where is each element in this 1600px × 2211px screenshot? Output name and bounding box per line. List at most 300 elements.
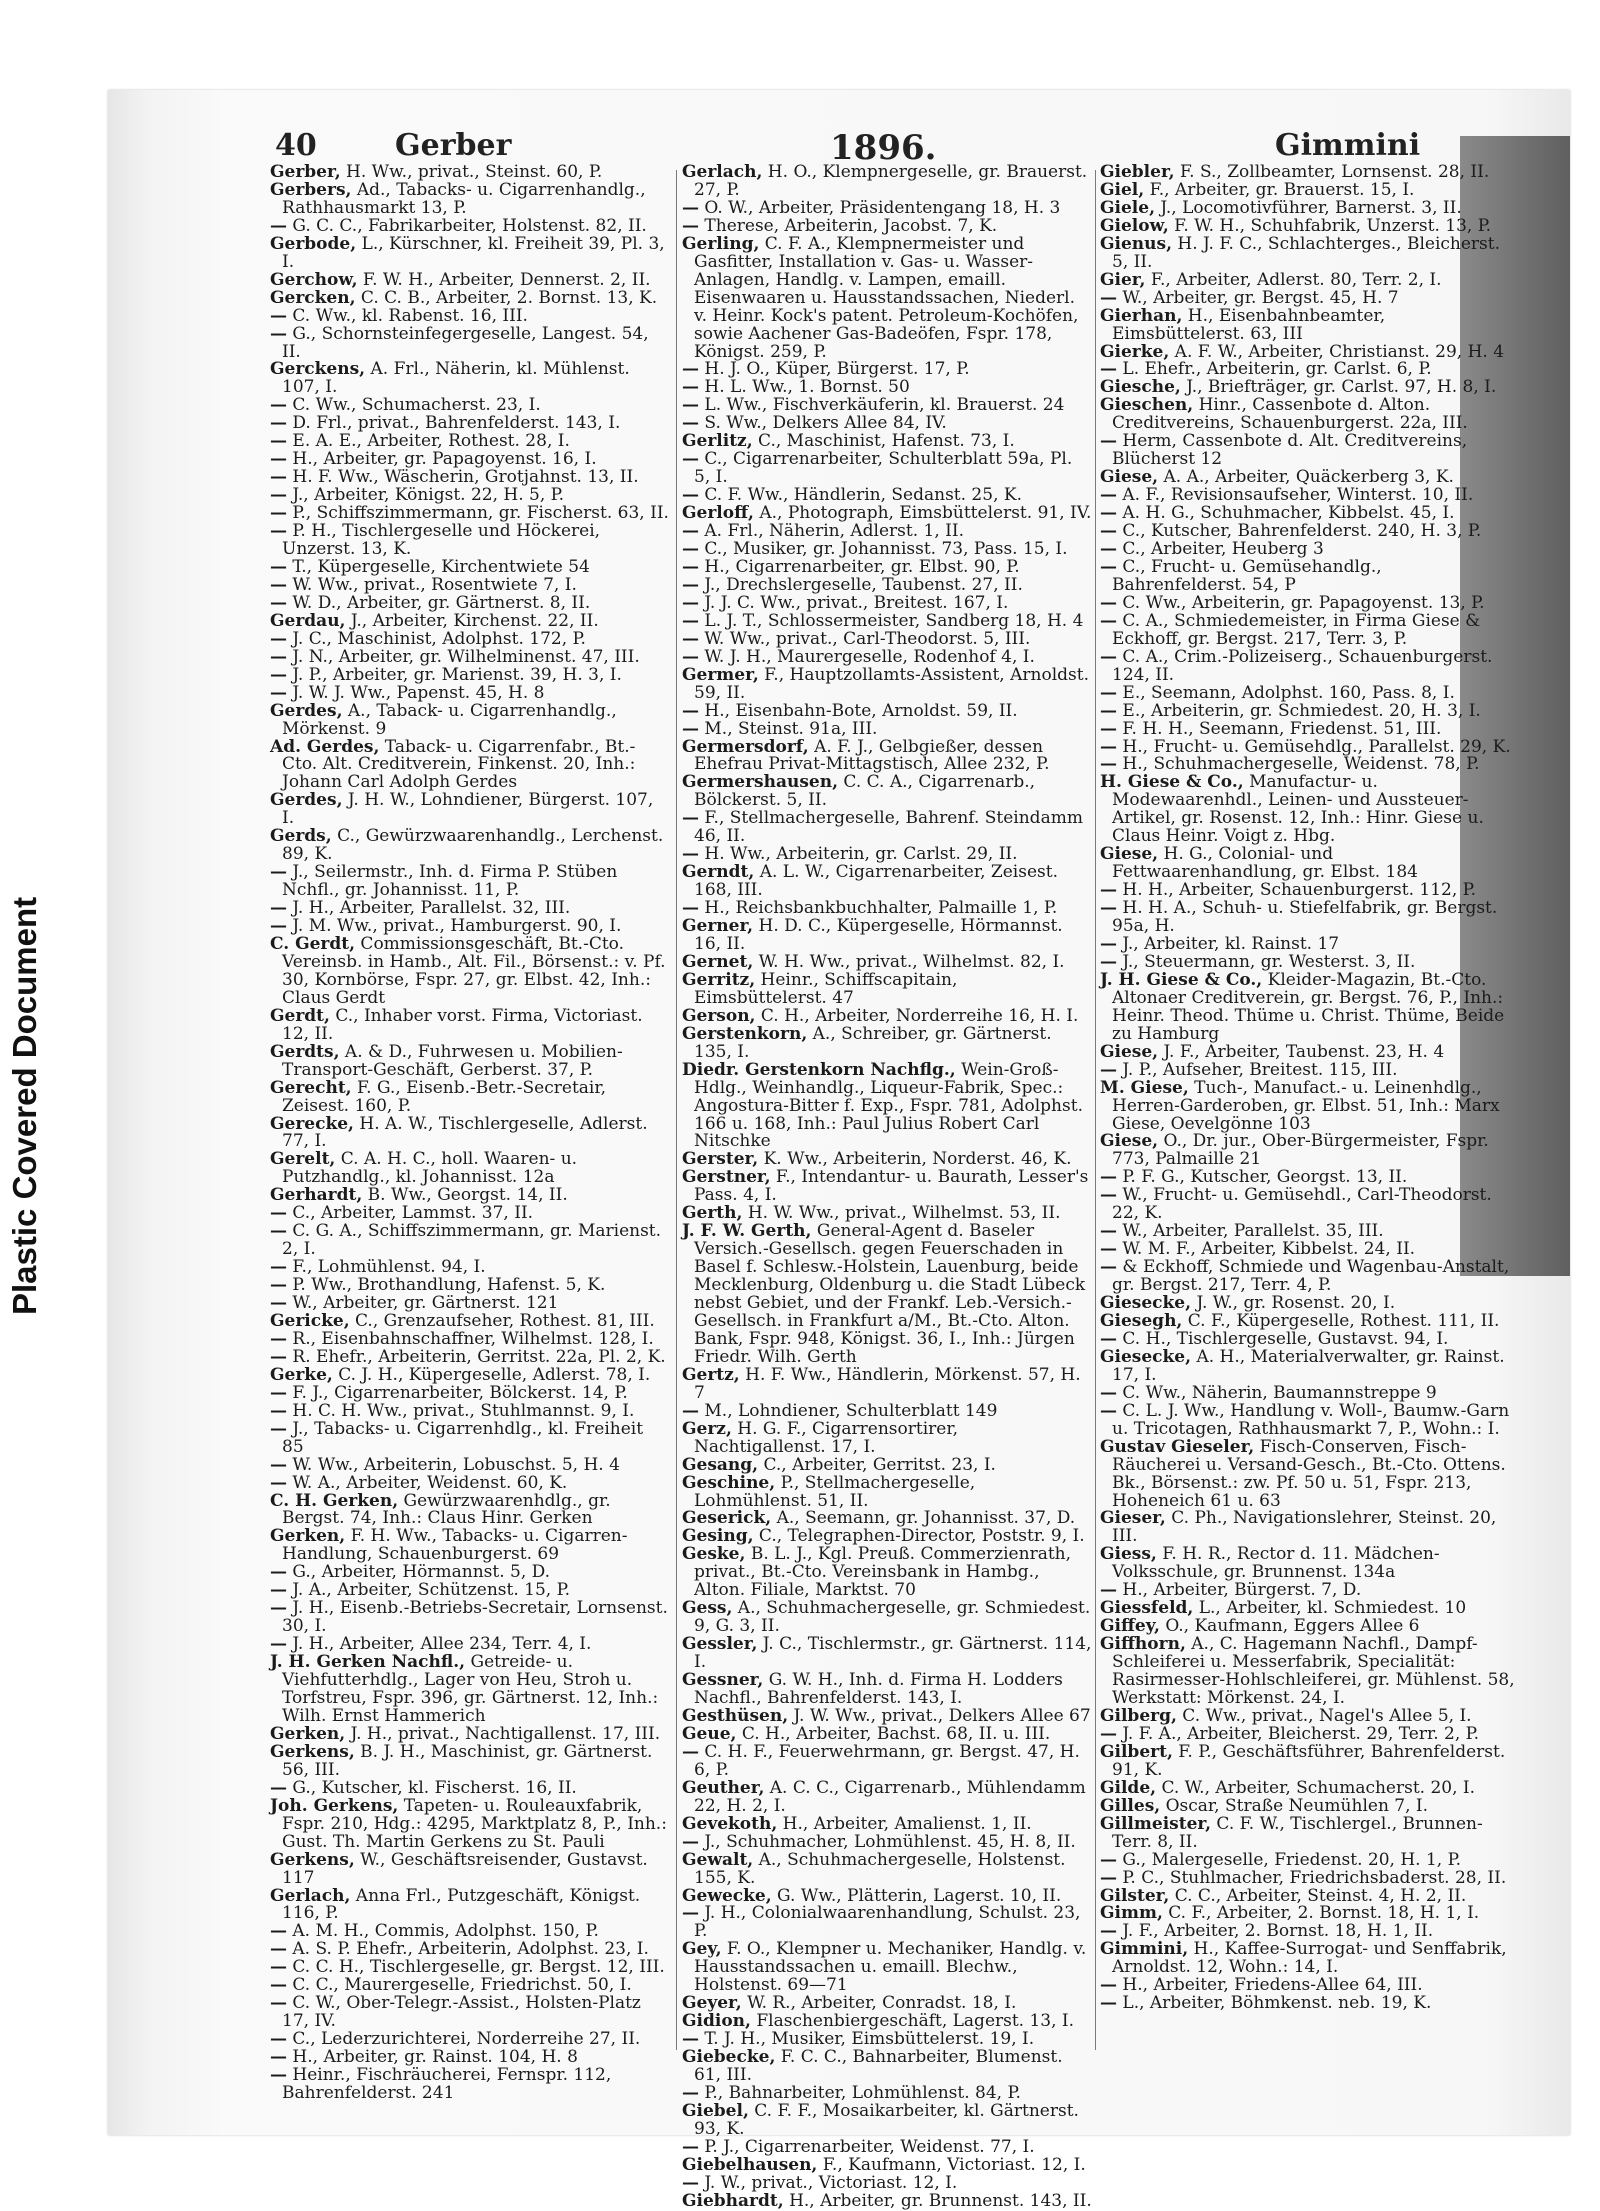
directory-entry (1100, 846, 1520, 882)
entry-details: P. F. G., Kutscher, Georgst. 13, II. (1117, 1167, 1408, 1188)
entry-name: Geue, (682, 1723, 737, 1744)
entry-name: C. Gerdt, (270, 933, 356, 954)
entry-name: Gewecke, (682, 1885, 772, 1906)
entry-name: Gerloff, (682, 503, 754, 524)
entry-details: W. R., Arbeiter, Conradst. 18, I. (741, 1993, 1017, 2014)
entry-details: L. Ww., Fischverkäuferin, kl. Brauerst. 24 (699, 395, 1065, 416)
directory-entry (1100, 1259, 1520, 1295)
entry-name: — (270, 395, 287, 416)
entry-details: H., Arbeiter, Amalienst. 1, II. (777, 1813, 1032, 1834)
entry-name: Germersdorf, (682, 736, 809, 757)
entry-details: B. J. H., Maschinist, gr. Gärtnerst. 56, III. (282, 1741, 653, 1780)
entry-name: — (1100, 682, 1117, 703)
entry-details: W. Ww., Arbeiterin, Lobuschst. 5, H. 4 (287, 1454, 620, 1475)
entry-details: J., Locomotivführer, Barnerst. 3, II. (1154, 197, 1462, 218)
directory-entry (682, 1849, 1092, 1888)
entry-name: Gierke, (1100, 341, 1170, 362)
entry-name: — (1100, 539, 1117, 560)
entry-details: P. H., Tischlergeselle und Höckerei, Unzerst. 13, K. (282, 521, 601, 560)
entry-details: J. H. W., Lohndiener, Bürgerst. 107, I. (282, 790, 654, 829)
entry-name: — (1100, 646, 1117, 667)
entry-name: — (270, 898, 287, 919)
directory-entry (682, 1941, 1092, 1995)
entry-details: H. L. Ww., 1. Bornst. 50 (699, 377, 910, 398)
entry-name: — (1100, 1849, 1117, 1870)
entry-details: F. H. H., Seemann, Friedenst. 51, III. (1117, 718, 1442, 739)
entry-details: F. W. H., Schuhfabrik, Unzerst. 13, P. (1168, 215, 1492, 236)
directory-entry (270, 933, 670, 1008)
entry-name: Giebelhausen, (682, 2154, 818, 2175)
entry-details: L., Arbeiter, kl. Schmiedest. 10 (1193, 1598, 1467, 1619)
entry-name: — (270, 1562, 287, 1583)
directory-entry (270, 323, 670, 362)
directory-entry (270, 1849, 670, 1888)
entry-details: H. O., Klempnergeselle, gr. Brauerst. 27, P. (694, 162, 1088, 200)
entry-name: — (682, 2082, 699, 2103)
entry-details: T., Küpergeselle, Kirchentwiete 54 (287, 556, 590, 577)
directory-entry (270, 1885, 670, 1924)
entry-details: A. F. J., Gelbgießer, dessen Ehefrau Privat-Mittagstisch, Allee 232, P. (694, 736, 1050, 775)
entry-details: H., Arbeiter, Bürgerst. 7, D. (1117, 1580, 1362, 1601)
entry-details: F. H. Ww., Tabacks- u. Cigarren-Handlung, Schauenburgerst. 69 (282, 1526, 628, 1565)
entry-name: — (682, 808, 699, 829)
entry-details: J. H., Arbeiter, Allee 234, Terr. 4, I. (287, 1634, 592, 1655)
entry-details: J., Tabacks- u. Cigarrenhdlg., kl. Freiheit 85 (282, 1418, 644, 1457)
entry-details: C. H., Arbeiter, Norderreihe 16, H. I. (755, 1005, 1079, 1026)
side-label: Plastic Covered Document (6, 896, 43, 1315)
entry-details: F., Hauptzollamts-Assistent, Arnoldst. 59, II. (694, 664, 1089, 703)
entry-details: C. Ww., privat., Nagel's Allee 5, I. (1176, 1705, 1472, 1726)
entry-name: — (1100, 521, 1117, 542)
entry-name: — (270, 1598, 287, 1619)
entry-details: Gewürzwaarenhdlg., gr. Bergst. 74, Inh.: Claus Hinr. Gerken (282, 1490, 611, 1529)
entry-name: — (270, 1293, 287, 1314)
entry-name: — (682, 574, 699, 595)
entry-details: K. Ww., Arbeiterin, Norderst. 46, K. (758, 1149, 1072, 1170)
entry-details: Heinr., Fischräucherei, Fernspr. 112, Bahrenfelderst. 241 (282, 2065, 612, 2103)
directory-entry (682, 2049, 1092, 2085)
entry-name: Geserick, (682, 1508, 772, 1529)
directory-entry (270, 864, 670, 900)
entry-name: — (682, 1831, 699, 1852)
entry-details: J. M. Ww., privat., Hamburgerst. 90, I. (287, 916, 622, 937)
entry-name: Gessner, (682, 1670, 764, 1691)
entry-name: — (270, 1454, 287, 1475)
entry-details: C., Cigarrenarbeiter, Schulterblatt 59a, Pl. 5, I. (694, 449, 1073, 488)
entry-details: W. M. F., Arbeiter, Kibbelst. 24, II. (1117, 1239, 1416, 1260)
entry-details: C. Ww., Schumacherst. 23, I. (287, 395, 541, 416)
directory-entry (1100, 1436, 1520, 1511)
entry-details: C. Ph., Navigationslehrer, Steinst. 20, III. (1112, 1508, 1497, 1547)
entry-details: T. J. H., Musiker, Eimsbüttelerst. 19, I. (699, 2029, 1035, 2050)
entry-details: J. P., Aufseher, Breitest. 115, III. (1117, 1059, 1398, 1080)
entry-details: Kleider-Magazin, Bt.-Cto. Altonaer Creditverein, gr. Bergst. 76, P., Inh.: Heinr. Theod. Thüme u. Christ. Thüme, Beide zu Hamburg (1112, 969, 1505, 1044)
entry-name: — (270, 485, 287, 506)
entry-details: F., Intendantur- u. Baurath, Lesser's Pass. 4, I. (694, 1167, 1089, 1206)
entry-name: — (270, 664, 287, 685)
entry-details: C. F. F., Mosaikarbeiter, kl. Gärtnerst. 93, K. (694, 2100, 1079, 2139)
entry-details: F. C. C., Bahnarbeiter, Blumenst. 61, III. (694, 2047, 1063, 2086)
entry-name: Gierhan, (1100, 305, 1183, 326)
entry-name: — (1100, 951, 1117, 972)
entry-details: G. Ww., Plätterin, Lagerst. 10, II. (771, 1885, 1062, 1906)
entry-details: C., Maschinist, Hafenst. 73, I. (752, 431, 1015, 452)
directory-entry (682, 1169, 1092, 1205)
entry-details: P., Stellmachergeselle, Lohmühlenst. 51, II. (694, 1472, 976, 1511)
entry-details: L., Kürschner, kl. Freiheit 39, Pl. 3, I. (282, 233, 665, 272)
entry-details: W. Ww., privat., Carl-Theodorst. 5, III. (699, 628, 1031, 649)
entry-details: O., Dr. jur., Ober-Bürgermeister, Fspr. 773, Palmaille 21 (1112, 1131, 1489, 1170)
entry-details: Wein-Groß-Hdlg., Weinhandlg., Liqueur-Fabrik, Spec.: Angostura-Bitter f. Exp., Fspr. 781, Adolphst. 166 u. 168, Inh.: Paul Julius Robert Carl Nitschke (694, 1059, 1083, 1152)
entry-name: Gerbode, (270, 233, 357, 254)
entry-details: F. J., Cigarrenarbeiter, Bölckerst. 14, P. (287, 1382, 628, 1403)
entry-details: Herm, Cassenbote d. Alt. Creditvereins, Blücherst 12 (1112, 431, 1468, 470)
entry-name: Gerritz, (682, 969, 756, 990)
entry-details: J. H., privat., Nachtigallenst. 17, III. (345, 1723, 661, 1744)
entry-name: — (270, 1257, 287, 1278)
entry-details: Taback- u. Cigarrenfabr., Bt.-Cto. Alt. Creditverein, Finkenst. 20, Inh.: Johann Carl Adolph Gerdes (282, 736, 636, 793)
entry-name: Gerkens, (270, 1741, 355, 1762)
entry-name: — (682, 898, 699, 919)
entry-details: H. W. Ww., privat., Wilhelmst. 53, II. (742, 1203, 1061, 1224)
entry-details: H. H., Arbeiter, Schauenburgerst. 112, P. (1117, 880, 1477, 901)
entry-details: W. J. H., Maurergeselle, Rodenhof 4, I. (699, 646, 1035, 667)
entry-name: Giesche, (1100, 377, 1181, 398)
entry-name: Gewalt, (682, 1849, 754, 1870)
entry-details: C. G. A., Schiffszimmermann, gr. Marienst. 2, I. (282, 1221, 662, 1260)
directory-entry (682, 1418, 1092, 1457)
entry-name: Gieschen, (1100, 395, 1194, 416)
entry-details: G. C. C., Fabrikarbeiter, Holstenst. 82, II. (287, 215, 647, 236)
entry-name: Gerdau, (270, 610, 346, 631)
entry-name: — (270, 916, 287, 937)
entry-name: Germer, (682, 664, 759, 685)
entry-name: — (1100, 592, 1117, 613)
entry-details: F., Arbeiter, Adlerst. 80, Terr. 2, I. (1145, 269, 1442, 290)
entry-details: F. O., Klempner u. Mechaniker, Handlg. v. Hausstandssachen u. emaill. Blechw., Holstenst. 69—71 (694, 1939, 1087, 1996)
entry-details: G., Kutscher, kl. Fischerst. 16, II. (287, 1777, 577, 1798)
entry-details: Therese, Arbeiterin, Jacobst. 7, K. (699, 215, 998, 236)
entry-name: Gidion, (682, 2011, 751, 2032)
entry-name: — (682, 485, 699, 506)
directory-entry (1100, 1813, 1520, 1852)
entry-details: H. J. F. C., Schlachterges., Bleicherst. 5, II. (1112, 233, 1501, 272)
right-guide-word: Gimmini (1275, 128, 1421, 163)
entry-name: — (270, 323, 287, 344)
entry-details: G. W. H., Inh. d. Firma H. Lodders Nachfl., Bahrenfelderst. 143, I. (694, 1670, 1063, 1709)
entry-details: J. F. A., Arbeiter, Bleicherst. 29, Terr. 2, P. (1117, 1723, 1480, 1744)
entry-details: F. P., Geschäftsführer, Bahrenfelderst. 91, K. (1112, 1741, 1506, 1780)
entry-details: C. L. J. Ww., Handlung v. Woll-, Baumw.-Garn u. Tricotagen, Rathhausmarkt 7, P., Wohn.: I. (1112, 1400, 1510, 1439)
entry-name: — (270, 862, 287, 883)
entry-name: C. H. Gerken, (270, 1490, 399, 1511)
entry-name: — (270, 2065, 287, 2086)
entry-name: Gesang, (682, 1454, 759, 1475)
entry-details: Flaschenbiergeschäft, Lagerst. 13, I. (750, 2011, 1075, 2032)
entry-details: A. H. G., Schuhmacher, Kibbelst. 45, I. (1117, 503, 1455, 524)
entry-name: — (1100, 754, 1117, 775)
entry-name: Gimmini, (1100, 1939, 1189, 1960)
entry-name: — (1100, 880, 1117, 901)
directory-entry (270, 1041, 670, 1080)
entry-details: H. G., Colonial- und Fettwaarenhandlung, gr. Elbst. 184 (1112, 844, 1418, 883)
entry-details: A., Taback- u. Cigarrenhandlg., Mörkenst. 9 (282, 700, 617, 739)
directory-entry (1100, 900, 1520, 936)
directory-entry (682, 1223, 1092, 1367)
entry-name: Giel, (1100, 179, 1145, 200)
entry-name: — (682, 844, 699, 865)
entry-name: — (270, 1975, 287, 1996)
entry-details: C., Gewürzwaarenhandlg., Lerchenst. 89, K. (282, 826, 664, 865)
directory-entry (682, 1472, 1092, 1511)
entry-details: A. H., Materialverwalter, gr. Rainst. 17, I. (1112, 1346, 1505, 1385)
entry-name: Gerdts, (270, 1041, 340, 1062)
entry-details: H., Frucht- u. Gemüsehdlg., Parallelst. 29, K. (1117, 736, 1511, 757)
entry-name: Gerstenkorn, (682, 1023, 808, 1044)
entry-details: A., Schreiber, gr. Gärtnerst. 135, I. (694, 1023, 1052, 1062)
entry-details: C. W., Ober-Telegr.-Assist., Holsten-Platz 17, IV. (282, 1993, 641, 2032)
entry-details: J. H., Eisenb.-Betriebs-Secretair, Lornsenst. 30, I. (282, 1598, 668, 1637)
entry-details: A. L. W., Cigarrenarbeiter, Zeisest. 168, III. (694, 862, 1058, 901)
directory-entry (1100, 1077, 1520, 1134)
entry-name: Gerckens, (270, 359, 366, 380)
entry-name: Gilberg, (1100, 1705, 1177, 1726)
entry-name: Gerz, (682, 1418, 732, 1439)
entry-details: H., Arbeiter, Friedens-Allee 64, III. (1117, 1975, 1423, 1996)
entry-details: J. N., Arbeiter, gr. Wilhelminenst. 47, III. (287, 646, 640, 667)
entry-details: W. D., Arbeiter, gr. Gärtnerst. 8, II. (287, 592, 591, 613)
directory-entry (682, 969, 1092, 1008)
directory-entry (270, 1005, 670, 1044)
entry-name: — (1100, 898, 1117, 919)
entry-details: M., Steinst. 91a, III. (699, 718, 878, 739)
entry-details: E., Seemann, Adolphst. 160, Pass. 8, I. (1117, 682, 1455, 703)
entry-name: — (1100, 287, 1117, 308)
directory-entry (1100, 1546, 1520, 1582)
entry-details: H. C. H. Ww., privat., Stuhlmannst. 9, I. (287, 1400, 635, 1421)
entry-details: Ad., Tabacks- u. Cigarrenhandlg., Rathhausmarkt 13, P. (282, 179, 646, 218)
directory-entry (270, 828, 670, 864)
page-number: 40 (275, 128, 317, 163)
entry-details: H. J. O., Küper, Bürgerst. 17, P. (699, 359, 970, 380)
entry-details: C. H. F., Feuerwehrmann, gr. Bergst. 47, H. 6, P. (694, 1741, 1080, 1780)
entry-name: Joh. Gerkens, (270, 1795, 399, 1816)
entry-name: M. Giese, (1100, 1077, 1189, 1098)
entry-name: Gerds, (270, 826, 332, 847)
entry-name: Giessfeld, (1100, 1598, 1194, 1619)
entry-name: Gess, (682, 1598, 733, 1619)
entry-name: — (1100, 485, 1117, 506)
directory-entry (1100, 1510, 1520, 1546)
entry-name: Giffey, (1100, 1616, 1160, 1637)
entry-name: Gerndt, (682, 862, 755, 883)
entry-details: Heinr., Schiffscapitain, Eimsbüttelerst. 47 (694, 969, 958, 1008)
entry-details: J. W. Ww., privat., Delkers Allee 67 (788, 1705, 1091, 1726)
directory-entry (682, 1777, 1092, 1816)
entry-details: A., Schuhmachergeselle, Holstenst. 155, K. (694, 1849, 1066, 1888)
directory-entry (1100, 556, 1520, 595)
entry-details: A. Frl., Näherin, Adlerst. 1, II. (699, 521, 965, 542)
entry-name: Gericke, (270, 1311, 350, 1331)
entry-name: — (270, 1382, 287, 1403)
entry-details: C. H., Tischlergeselle, Gustavst. 94, I. (1117, 1328, 1449, 1349)
entry-details: J. H., Arbeiter, Parallelst. 32, III. (287, 898, 571, 919)
entry-details: H. Ww., privat., Steinst. 60, P. (340, 162, 603, 182)
directory-entry (682, 164, 1092, 200)
directory-entry (682, 1636, 1092, 1672)
entry-details: O. W., Arbeiter, Präsidentengang 18, H. 3 (699, 197, 1061, 218)
directory-entry (682, 918, 1092, 954)
directory-entry (270, 1151, 670, 1187)
directory-column-3 (1100, 164, 1520, 2064)
entry-name: — (270, 413, 287, 434)
entry-name: — (270, 305, 287, 326)
entry-details: R., Eisenbahnschaffner, Wilhelmst. 128, I. (287, 1328, 654, 1349)
entry-name: — (270, 2047, 287, 2068)
entry-name: Gienus, (1100, 233, 1173, 254)
entry-details: C. F. W., Tischlergel., Brunnen-Terr. 8, II. (1112, 1813, 1483, 1852)
directory-entry (1100, 1346, 1520, 1385)
entry-details: C., Inhaber vorst. Firma, Victoriast. 12, II. (282, 1005, 643, 1044)
entry-details: Hinr., Cassenbote d. Alton. Creditvereins, Schauenburgerst. 22a, III. (1112, 395, 1468, 434)
entry-name: — (1100, 359, 1117, 380)
directory-entry (1100, 1941, 1520, 1977)
directory-entry (682, 2100, 1092, 2139)
entry-name: Gerner, (682, 916, 754, 937)
directory-entry (1100, 1995, 1520, 2013)
entry-details: W., Arbeiter, gr. Bergst. 45, H. 7 (1117, 287, 1399, 308)
entry-details: H., Arbeiter, gr. Rainst. 104, H. 8 (287, 2047, 578, 2068)
entry-details: R. Ehefr., Arbeiterin, Gerritst. 22a, Pl. 2, K. (287, 1346, 666, 1367)
entry-details: J. W., privat., Victoriast. 12, I. (699, 2172, 958, 2193)
entry-name: — (682, 700, 699, 721)
entry-name: Gertz, (682, 1364, 740, 1385)
entry-name: — (270, 449, 287, 470)
entry-details: J. W., gr. Rosenst. 20, I. (1191, 1293, 1396, 1314)
directory-entry (270, 1490, 670, 1529)
entry-name: Giese, (1100, 1041, 1159, 1062)
entry-details: C. F. Ww., Händlerin, Sedanst. 25, K. (699, 485, 1022, 506)
entry-name: Gesing, (682, 1526, 754, 1547)
entry-details: H., Reichsbankbuchhalter, Palmaille 1, P. (699, 898, 1058, 919)
entry-name: — (270, 431, 287, 452)
entry-name: — (270, 1203, 287, 1224)
entry-details: H., Cigarrenarbeiter, gr. Elbst. 90, P. (699, 556, 1020, 577)
column-divider (676, 170, 677, 2050)
entry-details: Manufactur- u. Modewaarenhdl., Leinen- und Aussteuer-Artikel, gr. Rosenst. 12, Inh.: Hinr. Giese u. Claus Heinr. Voigt z. Hbg. (1112, 772, 1484, 847)
directory-column-2 (682, 162, 1092, 2211)
entry-details: J., Arbeiter, Königst. 22, H. 5, P. (287, 485, 565, 506)
entry-name: — (1100, 1328, 1117, 1349)
entry-name: — (270, 1400, 287, 1421)
entry-details: Anna Frl., Putzgeschäft, Königst. 116, P. (282, 1885, 641, 1924)
entry-name: — (1100, 700, 1117, 721)
entry-name: — (682, 395, 699, 416)
entry-details: F., Arbeiter, gr. Brauerst. 15, I. (1144, 179, 1415, 200)
entry-details: G., Malergeselle, Friedenst. 20, H. 1, P. (1117, 1849, 1461, 1870)
entry-details: J., Arbeiter, kl. Rainst. 17 (1117, 933, 1340, 954)
entry-name: Gerth, (682, 1203, 743, 1224)
directory-entry (270, 1741, 670, 1780)
entry-details: P., Schiffszimmermann, gr. Fischerst. 63, II. (287, 503, 669, 524)
entry-details: A. S. P. Ehefr., Arbeiterin, Adolphst. 23, I. (287, 1939, 649, 1960)
entry-name: Gerlach, (270, 1885, 351, 1906)
entry-name: — (270, 1939, 287, 1960)
entry-name: Gessler, (682, 1634, 758, 1655)
entry-name: — (682, 628, 699, 649)
directory-entry (682, 1672, 1092, 1708)
entry-details: H., Kaffee-Surrogat- und Senffabrik, Arnoldst. 12, Wohn.: 14, I. (1112, 1939, 1507, 1978)
entry-name: — (270, 592, 287, 613)
entry-details: O., Kaufmann, Eggers Allee 6 (1159, 1616, 1420, 1637)
directory-entry (1100, 1133, 1520, 1169)
entry-details: A. A., Arbeiter, Quäckerberg 3, K. (1158, 467, 1454, 488)
entry-details: A., C. Hagemann Nachfl., Dampf-Schleiferei u. Messerfabrik, Specialität: Rasirmesser-Hohlschleiferei, gr. Mühlenst. 58, Werkstatt: Mörkenst. 24, I. (1112, 1634, 1515, 1709)
entry-details: A., Schuhmachergeselle, gr. Schmiedest. 9, G. 3, II. (694, 1598, 1091, 1637)
directory-entry (270, 1418, 670, 1457)
directory-entry (270, 700, 670, 739)
entry-name: Giebel, (682, 2100, 749, 2121)
directory-entry (682, 1905, 1092, 1941)
entry-name: — (1100, 1382, 1117, 1403)
entry-details: C., Telegraphen-Director, Poststr. 9, I. (753, 1526, 1085, 1547)
entry-details: S. Ww., Delkers Allee 84, IV. (699, 413, 947, 434)
entry-name: Giebler, (1100, 162, 1175, 182)
entry-details: J. P., Arbeiter, gr. Marienst. 39, H. 3, I. (287, 664, 622, 685)
entry-name: Gerelt, (270, 1149, 336, 1170)
entry-details: F., Lohmühlenst. 94, I. (287, 1257, 486, 1278)
entry-name: J. H. Giese & Co., (1100, 969, 1263, 990)
entry-name: Giele, (1100, 197, 1155, 218)
entry-details: A. & D., Fuhrwesen u. Mobilien-Transport-Geschäft, Gerberst. 37, P. (282, 1041, 623, 1080)
entry-name: Gernet, (682, 951, 754, 972)
entry-name: — (270, 503, 287, 524)
entry-details: W., Frucht- u. Gemüsehdl., Carl-Theodorst. 22, K. (1112, 1185, 1492, 1224)
entry-details: H. H. A., Schuh- u. Stiefelfabrik, gr. Bergst. 95a, H. (1112, 898, 1498, 937)
entry-name: Gerhardt, (270, 1185, 363, 1206)
entry-name: — (682, 2136, 699, 2157)
entry-name: Gier, (1100, 269, 1146, 290)
entry-details: C. C. B., Arbeiter, 2. Bornst. 13, K. (355, 287, 658, 308)
entry-name: Giesegh, (1100, 1311, 1183, 1331)
entry-details: C., Frucht- u. Gemüsehandlg., Bahrenfelderst. 54, P (1112, 556, 1382, 595)
directory-entry (682, 1059, 1092, 1152)
entry-details: C. W., Arbeiter, Schumacherst. 20, I. (1156, 1777, 1476, 1798)
entry-details: A. Frl., Näherin, kl. Mühlenst. 107, I. (282, 359, 630, 398)
entry-details: W. Ww., privat., Rosentwiete 7, I. (287, 574, 577, 595)
entry-details: J. F., Arbeiter, Taubenst. 23, H. 4 (1158, 1041, 1445, 1062)
entry-details: General-Agent d. Baseler Versich.-Gesellsch. gegen Feuerschaden in Basel f. Schlesw.-Holstein, Lauenburg, beide Mecklenburg, Oldenburg u. die Stadt Lübeck nebst Gebiet, und der Frankf. Leb.-Versich.-Gesellsch. in Frankfurt a/M., Bt.-Cto. Alton. Bank, Fspr. 948, Königst. 36, I., Inh.: Jürgen Friedr. Wilh. Gerth (694, 1221, 1086, 1367)
entry-name: — (682, 413, 699, 434)
entry-name: — (1100, 1185, 1117, 1206)
entry-name: — (682, 1400, 699, 1421)
entry-name: H. Giese & Co., (1100, 772, 1244, 793)
entry-details: F. G., Eisenb.-Betr.-Secretair, Zeisest. 160, P. (282, 1077, 607, 1116)
entry-details: D. Frl., privat., Bahrenfelderst. 143, I. (287, 413, 621, 434)
entry-details: J., Briefträger, gr. Carlst. 97, H. 8, I. (1180, 377, 1497, 398)
entry-name: — (1100, 1867, 1117, 1888)
entry-details: H. D. C., Küpergeselle, Hörmannst. 16, II. (694, 916, 1063, 954)
directory-entry (682, 664, 1092, 703)
entry-details: W., Geschäftsreisender, Gustavst. 117 (282, 1849, 648, 1888)
entry-name: Gerchow, (270, 269, 358, 290)
column-divider (1095, 170, 1096, 2050)
entry-details: B. Ww., Georgst. 14, II. (362, 1185, 568, 1206)
entry-details: A. F. W., Arbeiter, Christianst. 29, H. 4 (1169, 341, 1505, 362)
directory-entry (682, 2190, 1092, 2211)
entry-details: H., Eisenbahnbeamter, Eimsbüttelerst. 63, III (1112, 305, 1386, 344)
entry-details: A. C. C., Cigarrenarb., Mühlendamm 22, H. 2, I. (694, 1777, 1086, 1816)
